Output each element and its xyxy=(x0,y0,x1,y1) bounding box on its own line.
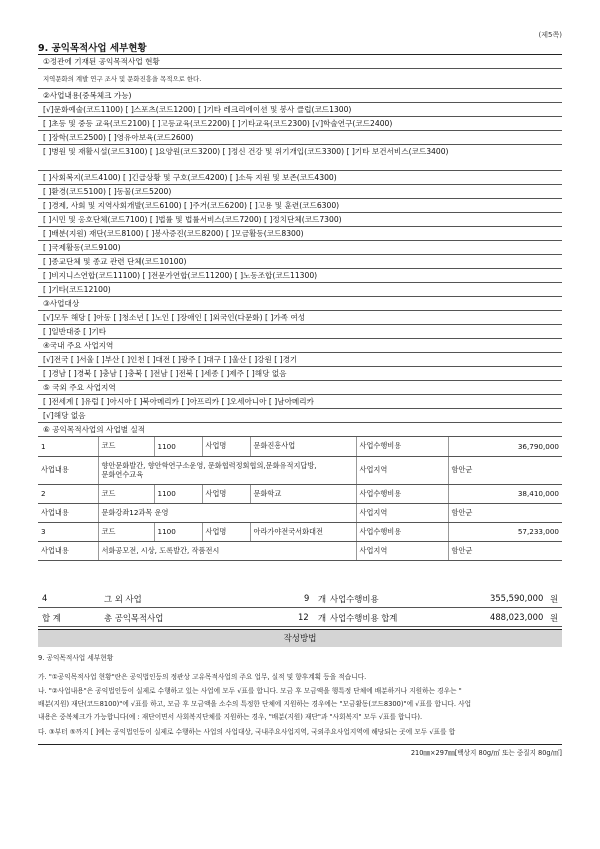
articles-business-heading: ①정관에 기재된 공익목적사업 현황 xyxy=(38,55,562,69)
region-label: 사업지역 xyxy=(356,503,448,522)
code-label: 코드 xyxy=(98,522,154,541)
amount-label: 사업수행비용 xyxy=(356,437,448,456)
business-content-line: [ ]사회복지(코드4100) [ ]긴급상황 및 구호(코드4200) [ ]소득 지원 및 보존(코드4300) xyxy=(38,171,562,185)
other-business-row xyxy=(38,589,562,608)
business-name-label: 사업명 xyxy=(202,484,250,503)
region-value: 함안군 xyxy=(448,456,562,484)
business-target-line: [√]모두 해당 [ ]아동 [ ]청소년 [ ]노인 [ ]장애인 [ ]외국인(다문화) [ ]가족 여성 xyxy=(38,311,562,325)
table-row xyxy=(38,456,562,484)
content-line: 문화연수교육 xyxy=(101,470,144,479)
region-value: 함안군 xyxy=(448,503,562,522)
business-content-line: [ ]병원 및 재활시설(코드3100) [ ]요양원(코드3200) [ ]정신 건강 및 위기개입(코드3300) [ ]기타 보건서비스(코드3400) xyxy=(38,145,562,171)
amount-value: 38,410,000 xyxy=(448,484,562,503)
amount-value: 57,233,000 xyxy=(448,522,562,541)
row-number: 1 xyxy=(38,437,98,456)
method-title: 작성방법 xyxy=(38,629,562,647)
content-label: 사업내용 xyxy=(38,541,98,560)
other-amount: 355,590,000 xyxy=(490,593,544,603)
code-label: 코드 xyxy=(98,437,154,456)
table-row xyxy=(38,522,562,541)
paper-spec: 210㎜×297㎜[백상지 80g/㎡ 또는 중질지 80g/㎡] xyxy=(410,749,562,757)
amount-value: 36,790,000 xyxy=(448,437,562,456)
business-content-line: [ ]초등 및 중등 교육(코드2100) [ ]고등교육(코드2200) [ ]기타교육(코드2300) [√]학술연구(코드2400) xyxy=(38,117,562,131)
content-value: 문화강좌12과목 운영 xyxy=(98,503,356,522)
overseas-region-heading: ⑤ 국외 주요 사업지역 xyxy=(38,381,562,395)
total-num: 12 xyxy=(298,612,309,622)
other-unit: 개 xyxy=(318,594,327,604)
business-content-line: [ ]국제활동(코드9100) xyxy=(38,241,562,255)
business-content-line: [ ]종교단체 및 종교 관련 단체(코드10100) xyxy=(38,255,562,269)
performance-table xyxy=(38,437,562,561)
section-title: 9. 공익목적사업 세부현황 xyxy=(38,43,147,54)
business-target-line: [ ]일반대중 [ ]기타 xyxy=(38,325,562,339)
content-value xyxy=(98,456,356,484)
content-label: 사업내용 xyxy=(38,456,98,484)
domestic-region-heading: ④국내 주요 사업지역 xyxy=(38,339,562,353)
method-line: 배분(지원) 재단(코드8100)"에 √표를 하고, 모금 후 모금액을 소수의 특정한 단체에 지원하는 경우에는 "모금활동(코드8300)"에 √표를 합니다. 사업 xyxy=(38,700,472,708)
table-row xyxy=(38,437,562,456)
total-sub: 총 공익목적사업 xyxy=(104,613,164,623)
total-label: 합 계 xyxy=(42,613,61,623)
business-name-label: 사업명 xyxy=(202,437,250,456)
other-amount-label: 사업수행비용 xyxy=(330,594,379,604)
total-won: 원 xyxy=(550,613,559,623)
domestic-region-line: [√]전국 [ ]서울 [ ]부산 [ ]인천 [ ]대전 [ ]광주 [ ]대구 [ ]울산 [ ]강원 [ ]경기 xyxy=(38,353,562,367)
business-content-heading: ②사업내용(중복체크 가능) xyxy=(38,89,562,103)
other-num: 9 xyxy=(304,593,310,603)
row-number: 3 xyxy=(38,522,98,541)
domestic-region-line: [ ]경남 [ ]경북 [ ]충남 [ ]충북 [ ]전남 [ ]전북 [ ]세종 [ ]제주 [ ]해당 없음 xyxy=(38,367,562,381)
row-number: 2 xyxy=(38,484,98,503)
total-unit: 개 xyxy=(318,613,327,623)
business-content-line: [ ]경제, 사회 및 지역사회개발(코드6100) [ ]주거(코드6200) [ ]고용 및 훈련(코드6300) xyxy=(38,199,562,213)
business-content-line: [ ]배분(지원) 재단(코드8100) [ ]봉사증진(코드8200) [ ]모금활동(코드8300) xyxy=(38,227,562,241)
business-content-line: [ ]시민 및 옹호단체(코드7100) [ ]법률 및 법률서비스(코드7200) [ ]정치단체(코드7300) xyxy=(38,213,562,227)
amount-label: 사업수행비용 xyxy=(356,522,448,541)
business-content-line: [√]문화예술(코드1100) [ ]스포츠(코드1200) [ ]기타 레크리에이션 및 봉사 클럽(코드1300) xyxy=(38,103,562,117)
business-name-value: 문화학교 xyxy=(250,484,356,503)
content-line: 향안문화발간, 향안학연구소운영, 문화협력정회협의,문화유적지답방, xyxy=(101,461,317,470)
code-value: 1100 xyxy=(154,522,202,541)
business-name-value: 아라가야전국서화대전 xyxy=(250,522,356,541)
performance-heading: ⑥ 공익목적사업의 사업별 실적 xyxy=(38,423,562,437)
overseas-region-line: [√]해당 없음 xyxy=(38,409,562,423)
other-count: 4 xyxy=(42,593,48,603)
business-name-value: 문화진흥사업 xyxy=(250,437,356,456)
method-line: 나. "②사업내용"은 공익법인등이 실제로 수행하고 있는 사업에 모두 √표를 합니다. 모금 후 모금액을 행특정 단체에 배분하거나 지원하는 경우는 " xyxy=(38,687,462,695)
table-row xyxy=(38,503,562,522)
content-value: 서화공모전, 시상, 도록발간, 작품전시 xyxy=(98,541,356,560)
business-target-heading: ③사업대상 xyxy=(38,297,562,311)
table-row xyxy=(38,541,562,560)
content-label: 사업내용 xyxy=(38,503,98,522)
code-value: 1100 xyxy=(154,437,202,456)
region-value: 함안군 xyxy=(448,541,562,560)
articles-business-text: 지역문화의 계발 연구 조사 및 문화진흥을 목적으로 한다. xyxy=(38,69,562,89)
other-label: 그 외 사업 xyxy=(104,594,142,604)
bottom-divider xyxy=(38,744,562,745)
table-row xyxy=(38,484,562,503)
total-row xyxy=(38,608,562,627)
method-line: 가. "①공익목적사업 현황"란은 공익법인등의 정관상 고유목적사업의 주요 업무, 실적 및 향후계획 등을 적습니다. xyxy=(38,673,367,681)
business-content-line: [ ]비지니스연합(코드11100) [ ]전문가연합(코드11200) [ ]노동조합(코드11300) xyxy=(38,269,562,283)
region-label: 사업지역 xyxy=(356,541,448,560)
business-name-label: 사업명 xyxy=(202,522,250,541)
code-value: 1100 xyxy=(154,484,202,503)
business-content-line: [ ]기타(코드12100) xyxy=(38,283,562,297)
total-amount: 488,023,000 xyxy=(490,612,544,622)
overseas-region-line: [ ]전세계 [ ]유럽 [ ]아시아 [ ]북아메리카 [ ]아프리카 [ ]오세아니아 [ ]남아메리카 xyxy=(38,395,562,409)
business-content-line: [ ]장학(코드2500) [ ]영유아보육(코드2600) xyxy=(38,131,562,145)
business-content-line: [ ]환경(코드5100) [ ]동물(코드5200) xyxy=(38,185,562,199)
method-heading: 9. 공익목적사업 세부현황 xyxy=(38,654,114,662)
other-won: 원 xyxy=(550,594,559,604)
page-number: (제5쪽) xyxy=(538,31,562,39)
method-line: 다. ③부터 ⑤까지 [ ]에는 공익법인등이 실제로 수행하는 사업의 사업대상, 국내주요사업지역, 국외주요사업지역에 해당되는 곳에 모두 √표를 합 xyxy=(38,728,456,736)
amount-label: 사업수행비용 xyxy=(356,484,448,503)
region-label: 사업지역 xyxy=(356,456,448,484)
method-line: 내용은 중복체크가 가능합니다(예 : 재단이면서 사회복지단체를 지원하는 경우, "배분(지원) 재단"과 "사회복지" 모두 √표를 합니다). xyxy=(38,713,423,721)
total-amount-label: 사업수행비용 합계 xyxy=(330,613,398,623)
code-label: 코드 xyxy=(98,484,154,503)
